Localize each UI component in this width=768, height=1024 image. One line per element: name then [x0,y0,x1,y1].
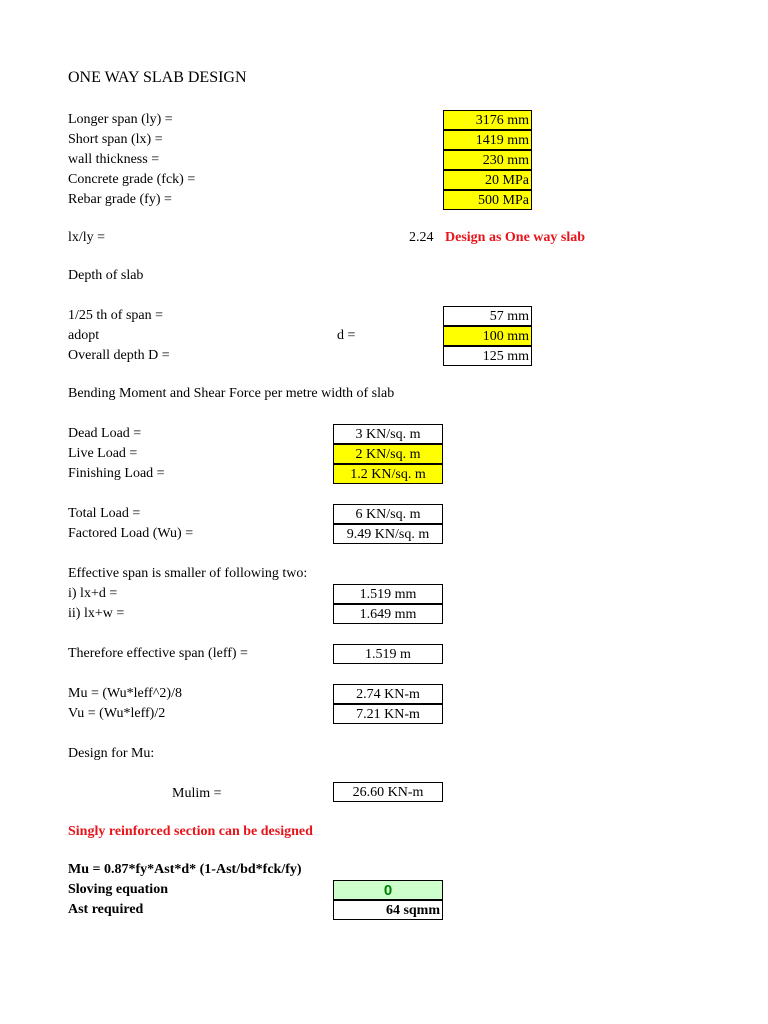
design-equation: Mu = 0.87*fy*Ast*d* (1-Ast/bd*fck/fy) [68,862,302,877]
slab-type-verdict: Design as One way slab [445,230,586,245]
ast-required-cell[interactable]: 64 sqmm [333,900,443,920]
span-option-i-label: i) lx+d = [68,586,118,601]
adopt-label: adopt [68,328,100,343]
mulim-label: Mulim = [172,786,222,801]
factored-load-label: Factored Load (Wu) = [68,526,194,541]
span-option-ii-cell[interactable]: 1.649 mm [333,604,443,624]
input-label-short-span: Short span (lx) = [68,132,163,147]
effective-depth-label: d = [337,328,356,343]
factored-load-cell[interactable]: 9.49 KN/sq. m [333,524,443,544]
ratio-label: lx/ly = [68,230,106,245]
vu-formula-label: Vu = (Wu*leff)/2 [68,706,166,721]
overall-depth-cell[interactable]: 125 mm [443,346,532,366]
live-load-cell[interactable]: 2 KN/sq. m [333,444,443,464]
input-label-rebar-grade: Rebar grade (fy) = [68,192,172,207]
finishing-load-label: Finishing Load = [68,466,165,481]
input-cell-wall-thickness[interactable]: 230 mm [443,150,532,170]
span-fraction-label: 1/25 th of span = [68,308,163,323]
total-load-label: Total Load = [68,506,141,521]
vu-cell[interactable]: 7.21 KN-m [333,704,443,724]
effective-depth-cell[interactable]: 100 mm [443,326,532,346]
span-fraction-cell[interactable]: 57 mm [443,306,532,326]
solving-equation-label: Sloving equation [68,882,168,897]
mu-cell[interactable]: 2.74 KN-m [333,684,443,704]
span-option-i-cell[interactable]: 1.519 mm [333,584,443,604]
solving-equation-cell[interactable]: 0 [333,880,443,900]
live-load-label: Live Load = [68,446,138,461]
mulim-cell[interactable]: 26.60 KN-m [333,782,443,802]
input-cell-longer-span[interactable]: 3176 mm [443,110,532,130]
dead-load-cell[interactable]: 3 KN/sq. m [333,424,443,444]
depth-heading: Depth of slab [68,268,144,283]
design-heading: Design for Mu: [68,746,155,761]
overall-depth-label: Overall depth D = [68,348,170,363]
input-cell-concrete-grade[interactable]: 20 MPa [443,170,532,190]
ratio-value: 2.24 [409,230,434,245]
loads-heading: Bending Moment and Shear Force per metre width of slab [68,386,395,401]
page-title: ONE WAY SLAB DESIGN [68,69,247,86]
total-load-cell[interactable]: 6 KN/sq. m [333,504,443,524]
dead-load-label: Dead Load = [68,426,142,441]
effective-span-cell[interactable]: 1.519 m [333,644,443,664]
input-cell-short-span[interactable]: 1419 mm [443,130,532,150]
effective-span-label: Therefore effective span (leff) = [68,646,248,661]
effective-span-heading: Effective span is smaller of following two: [68,566,308,581]
mu-formula-label: Mu = (Wu*leff^2)/8 [68,686,182,701]
reinforcement-verdict: Singly reinforced section can be designed [68,824,313,839]
input-label-longer-span: Longer span (ly) = [68,112,173,127]
input-cell-rebar-grade[interactable]: 500 MPa [443,190,532,210]
finishing-load-cell[interactable]: 1.2 KN/sq. m [333,464,443,484]
ast-required-label: Ast required [68,902,144,917]
input-label-concrete-grade: Concrete grade (fck) = [68,172,196,187]
span-option-ii-label: ii) lx+w = [68,606,125,621]
input-label-wall-thickness: wall thickness = [68,152,160,167]
